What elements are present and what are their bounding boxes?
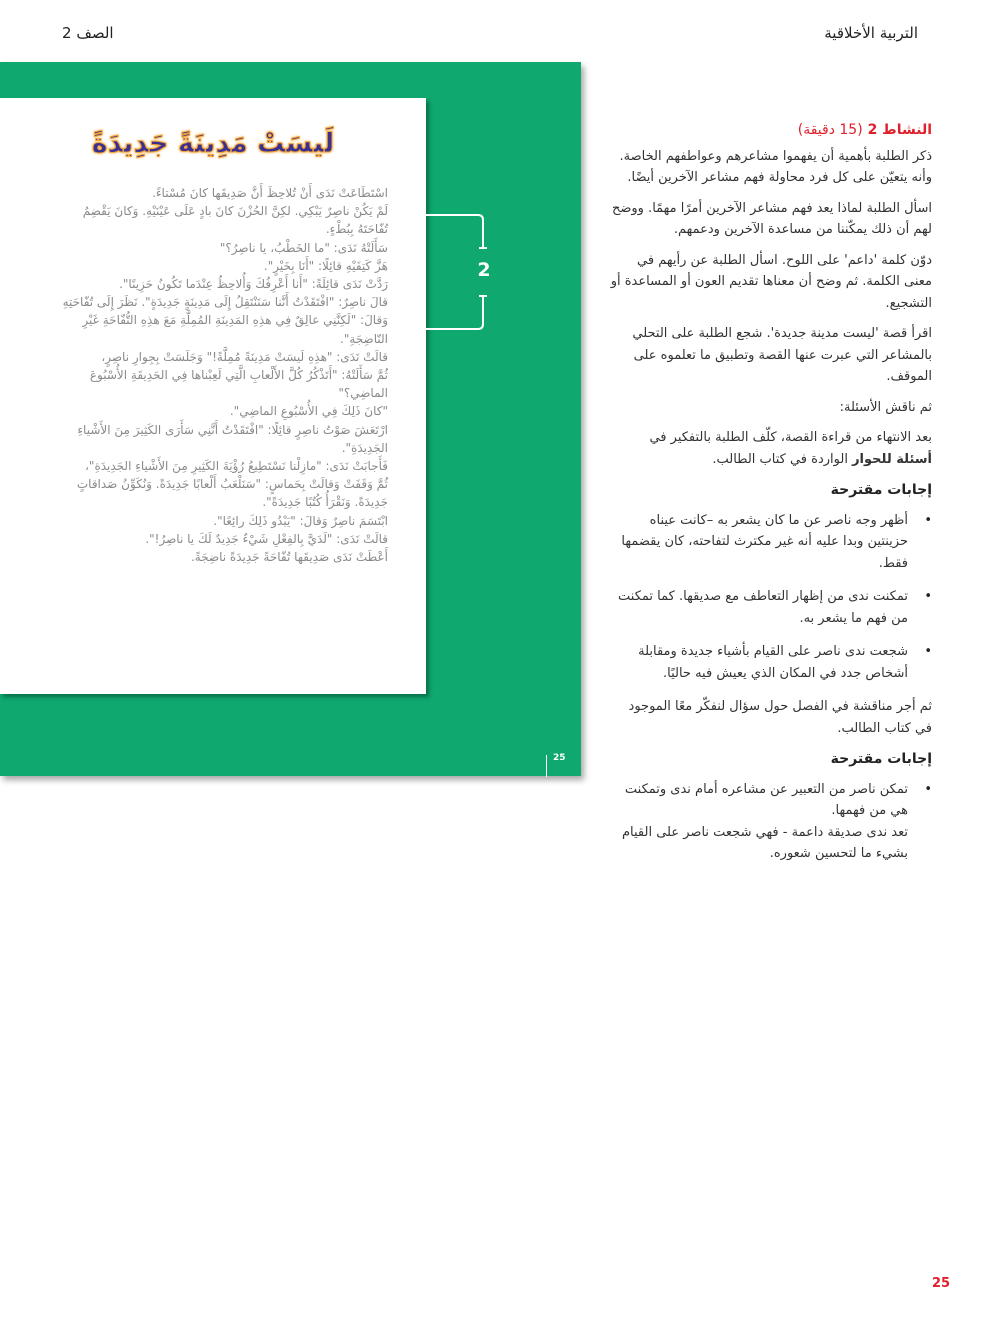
instruction-paragraphs	[610, 146, 932, 419]
reflection-paragraph	[610, 427, 932, 470]
answers-heading-2: إجابات مقترحة	[830, 751, 932, 767]
story-line: أَعْطَتْ نَدَى صَدِيقَها تُفّاحَةً جَدِيدَةً ناضِجَةً.	[190, 550, 388, 565]
section-marker-number: 2	[477, 259, 491, 281]
reflection-before: بعد الانتهاء من قراءة القصة، كلّف الطلبة بالتفكير في	[649, 430, 932, 445]
reflection-after: الواردة في كتاب الطالب.	[712, 451, 848, 467]
list-item	[610, 779, 908, 865]
activity-title	[610, 120, 932, 142]
story-line: لَمْ يَكُنْ ناصِرٌ يَبْكِي. لكِنَّ الحُزْنَ كانَ بادٍ عَلَى عَيْنَيْهِ. وَكانَ يَقْضِمُ	[82, 204, 388, 219]
discussion-paragraph: ثم أجر مناقشة في الفصل حول سؤال لنفكّر معًا الموجود في كتاب الطالب.	[628, 699, 932, 736]
story-text	[38, 184, 388, 566]
list-item: • أظهر وجه ناصر عن ما كان يشعر به –كانت عيناه حزينتين وبدا عليه أنه غير مكترث لتفاحته، كان يقضمها فقط.	[610, 510, 908, 575]
story-line: فَأَجابَتْ نَدَى: "مازِلْنا نَسْتَطِيعُ رُؤْيَةَ الكَثِيرِ مِنَ الأَشْياءِ الجَدِيدَةِ"،	[85, 459, 388, 474]
story-line: ارْتَعَشَ صَوْتُ ناصِرٍ قائِلًا: "افْتَقَدْتُ أَنَّنِي سَأَرَى الكَثِيرَ مِنَ الأَشْياءِ	[77, 422, 388, 437]
story-line: اسْتَطَاعَتْ نَدَى أَنْ تُلاحِظَ أَنَّ صَدِيقَها كانَ مُسْتاءً.	[152, 186, 388, 200]
story-title: لَيسَتْ مَدِينَةً جَدِيدَةً	[91, 128, 335, 159]
instruction-paragraph: ذكر الطلبة بأهمية أن يفهموا مشاعرهم وعواطفهم الخاصة. وأنه يتعيّن على كل فرد محاولة فهم مشاعر الآخرين أيضًا.	[619, 148, 932, 185]
answers-heading-1: إجابات مقترحة	[830, 482, 932, 498]
story-sheet	[0, 98, 426, 694]
story-line: الجَدِيدَةِ".	[341, 440, 388, 455]
answer-line: تعد ندى صديقة داعمة - فهي شجعت ناصر على القيام بشيء ما لتحسين شعوره.	[621, 824, 908, 861]
story-line: ثُمَّ وَقَفَتْ وَقالَتْ بِحَماسٍ: "سَنَلْعَبُ أَلْعابًا جَدِيدَةً. وَنُكَوِّنُ صَداقاتٍ	[76, 477, 388, 492]
story-line: تُفّاحَتَهُ بِبُطْءٍ.	[325, 222, 388, 237]
list-item: • شجعت ندى ناصر على القيام بأشياء جديدة ومقابلة أشخاص جدد في المكان الذي يعيش فيه حاليًا.	[610, 641, 908, 684]
reflection-bold: أسئلة للحوار	[852, 451, 932, 467]
instruction-paragraph: ثم ناقش الأسئلة:	[839, 399, 932, 415]
student-book-page	[0, 62, 581, 776]
story-line: "كانَ ذَلِكَ فِي الأُسْبُوعِ الماضِي".	[229, 404, 388, 419]
story-line: قالَتْ نَدَى: "هذِهِ لَيسَتْ مَدِينَةً مُمِلَّةً!" وَجَلَسَتْ بِجِوارِ ناصِرٍ،	[101, 349, 388, 364]
activity-name: النشاط 2	[867, 122, 932, 138]
activity-duration: (15 دقيقة)	[797, 122, 863, 138]
story-line: ثُمَّ سَأَلَتْهُ: "أَتَذْكُرُ كُلَّ الأَلْعابِ الَّتِي لَعِبْناها فِي الحَدِيقَةِ الأُسْبُوعَ	[89, 368, 388, 383]
answers-list-2	[610, 779, 932, 865]
story-line: النّاضِجَةِ".	[340, 331, 388, 346]
instruction-paragraph: اقرأ قصة 'ليست مدينة جديدة'. شجع الطلبة على التحلي بالمشاعر التي عبرت عنها القصة وتطبيق ما تعلموه على الموقف.	[632, 326, 932, 384]
book-page-number: 25	[553, 753, 566, 763]
story-line: رَدَّتْ نَدَى قائِلَةً: "أَنا أَعْرِفُكَ وَأُلاحِظُ عِنْدَما تَكُونُ حَزِينًا".	[119, 277, 388, 292]
story-line: جَدِيدَةً. وَنَقْرَأُ كُتُبًا جَدِيدَةً".	[262, 495, 388, 510]
story-line: قالَتْ نَدَى: "لَدَيَّ بِالفِعْلِ شَيْءٌ جَدِيدٌ لَكَ يا ناصِرُ!".	[145, 531, 388, 546]
book-page-divider	[546, 755, 547, 777]
story-line: ابْتَسَمَ ناصِرٌ وَقالَ: "يَبْدُو ذَلِكَ رائِعًا".	[213, 513, 388, 528]
story-line: الماضِي؟"	[338, 386, 388, 401]
answers-list-1	[610, 510, 932, 685]
story-line: وَقالَ: "لَكِنَّنِي عالِقٌ فِي هذِهِ المَدِينَةِ المُمِلَّةِ مَعَ هذِهِ التُّفّاحَةِ غَيْرِ	[82, 313, 388, 328]
story-line: قالَ ناصِرٌ: "افْتَقَدْتُ أَنَّنا سَنَنْتَقِلُ إِلَى مَدِينَةٍ جَدِيدَةٍ". نَظَرَ إِلَى تُفّاحَتِهِ	[62, 295, 388, 310]
teacher-guide-column	[610, 120, 932, 877]
instruction-paragraph: دوّن كلمة 'داعم' على اللوح. اسأل الطلبة عن رأيهم في معنى الكلمة. ثم وضح أن معناها تقديم العون أو المساعدة أو التشجيع.	[610, 252, 932, 311]
page-number: 25	[932, 1276, 951, 1291]
instruction-paragraph: اسأل الطلبة لماذا يعد فهم مشاعر الآخرين أمرًا مهمًا. ووضح لهم أن ذلك يمكّننا من مساعدة الآخرين ودعمهم.	[611, 200, 932, 237]
list-item: • تمكنت ندى من إظهار التعاطف مع صديقها. كما تمكنت من فهم ما يشعر به.	[610, 586, 908, 629]
grade-header: الصف 2	[62, 24, 114, 42]
story-line: سَأَلَتْهُ نَدَى: "ما الخَطْبُ، يا ناصِرُ؟"	[219, 240, 388, 255]
story-line: هَزَّ كَتِفَيْهِ قائِلًا: "أَنَا بِخَيْرٍ".	[263, 258, 388, 273]
answer-line: تمكن ناصر من التعبير عن مشاعره أمام ندى وتمكنت هي من فهمها.	[624, 781, 908, 818]
subject-header: التربية الأخلاقية	[824, 24, 918, 42]
